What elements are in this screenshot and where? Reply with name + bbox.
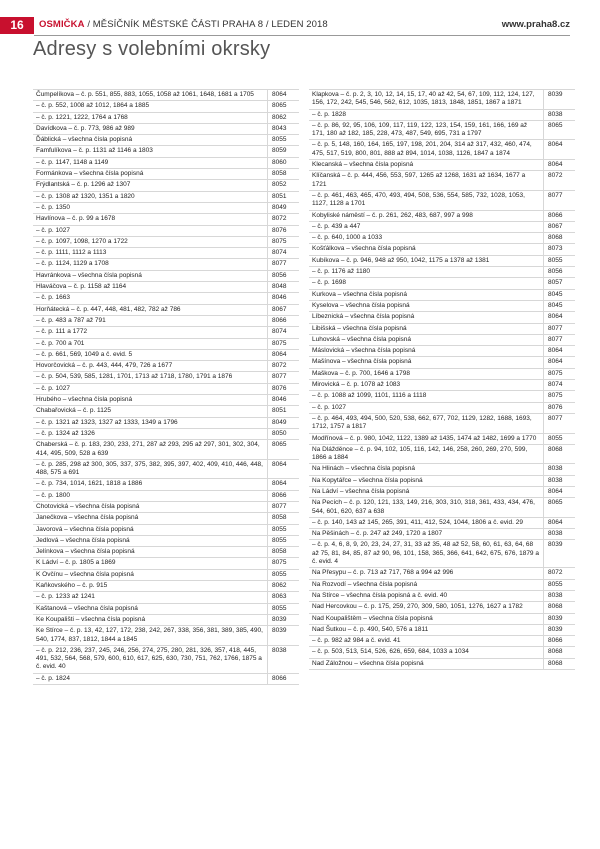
table-row <box>33 281 299 292</box>
table-row <box>309 334 575 345</box>
table-row <box>33 134 299 145</box>
table-row <box>33 459 299 479</box>
address-cell: Košťálkova – všechna čísla popisná <box>309 244 544 254</box>
address-cell: Kurkova – všechna čísla popisná <box>309 290 544 300</box>
address-cell: Janečkova – všechna čísla popisná <box>33 513 268 523</box>
table-row <box>33 360 299 371</box>
district-code-cell: 8055 <box>548 434 563 442</box>
district-code-cell: 8055 <box>272 536 287 544</box>
address-cell: Mašínova – všechna čísla popisná <box>309 357 544 367</box>
district-code-cell: 8068 <box>548 648 563 656</box>
table-row <box>33 145 299 156</box>
address-cell: – č. p. 503, 513, 514, 526, 626, 659, 684, 1033 a 1034 <box>309 647 544 657</box>
table-row <box>309 356 575 367</box>
district-code-cell: 8074 <box>548 381 563 389</box>
address-cell: Jelínkova – všechna čísla popisná <box>33 547 268 557</box>
district-code-cell: 8038 <box>548 110 563 118</box>
district-code-cell: 8055 <box>548 580 563 588</box>
district-code-cell: 8068 <box>548 659 563 667</box>
page-header <box>0 0 600 36</box>
district-code-cell: 8062 <box>272 582 287 590</box>
district-code-cell: 8039 <box>548 614 563 622</box>
table-row <box>309 277 575 288</box>
table-row <box>33 591 299 602</box>
district-code-cell: 8038 <box>272 646 287 654</box>
address-cell: Famfulíkova – č. p. 1131 až 1146 a 1803 <box>33 146 268 156</box>
address-cell: – č. p. 1147, 1148 a 1149 <box>33 158 268 168</box>
address-cell: – č. p. 1824 <box>33 674 268 684</box>
address-cell: – č. p. 1027 <box>33 226 268 236</box>
table-row <box>33 394 299 405</box>
district-code-cell: 8049 <box>272 203 287 211</box>
table-row <box>33 478 299 489</box>
table-row <box>33 191 299 202</box>
table-row <box>309 109 575 120</box>
table-row <box>33 439 299 459</box>
address-cell: – č. p. 1221, 1222, 1764 a 1768 <box>33 113 268 123</box>
address-cell: Maškova – č. p. 700, 1646 a 1798 <box>309 369 544 379</box>
address-cell: Na Pecích – č. p. 120, 121, 133, 149, 216, 303, 310, 318, 361, 433, 434, 476, 544, 601, 620, 637 a 638 <box>309 498 544 517</box>
table-row <box>309 624 575 635</box>
district-code-cell: 8066 <box>548 211 563 219</box>
address-cell: – č. p. 1324 až 1326 <box>33 429 268 439</box>
table-row <box>33 524 299 535</box>
table-row <box>33 557 299 568</box>
address-cell: – č. p. 982 až 984 a č. evid. 41 <box>309 636 544 646</box>
district-code-cell: 8039 <box>548 541 563 549</box>
address-cell: Hrubého – všechna čísla popisná <box>33 395 268 405</box>
address-cell: – č. p. 461, 463, 465, 470, 493, 494, 508, 536, 554, 585, 732, 1028, 1053, 1127, 1128 a 1701 <box>309 191 544 210</box>
table-row <box>33 89 299 100</box>
address-cell: – č. p. 504, 539, 585, 1281, 1701, 1713 až 1718, 1780, 1791 a 1876 <box>33 372 268 382</box>
district-code-cell: 8057 <box>548 279 563 287</box>
address-cell: Klíčanská – č. p. 444, 456, 553, 597, 1265 až 1268, 1631 až 1634, 1677 a 1721 <box>309 171 544 190</box>
district-code-cell: 8055 <box>272 525 287 533</box>
address-cell: Máslovická – všechna čísla popisná <box>309 346 544 356</box>
district-code-cell: 8075 <box>548 392 563 400</box>
table-row <box>309 444 575 464</box>
district-code-cell: 8072 <box>548 172 563 180</box>
table-row <box>33 315 299 326</box>
district-code-cell: 8064 <box>548 518 563 526</box>
table-row <box>33 603 299 614</box>
table-row <box>33 383 299 394</box>
table-row <box>33 614 299 625</box>
district-code-cell: 8064 <box>548 347 563 355</box>
address-cell: – č. p. 464, 493, 494, 500, 520, 538, 662, 677, 702, 1129, 1282, 1688, 1693, 1712, 1757 a 1817 <box>309 414 544 433</box>
table-row <box>33 247 299 258</box>
district-code-cell: 8038 <box>548 476 563 484</box>
address-cell: Na Pěšinách – č. p. 247 až 249, 1720 a 1807 <box>309 529 544 539</box>
district-code-cell: 8039 <box>272 615 287 623</box>
address-cell: – č. p. 4, 6, 8, 9, 20, 23, 24, 27, 31, 33 až 35, 48 až 52, 58, 60, 61, 63, 64, 68 až 75, 81, 84, 85, 87 až 90, 96, 101, 158, 365, 366, 641, 642, 675, 676, 1879 a č. evid. 4 <box>309 540 544 567</box>
district-code-cell: 8066 <box>548 637 563 645</box>
table-row <box>309 120 575 140</box>
table-row <box>309 89 575 109</box>
table-row <box>309 390 575 401</box>
table-row <box>33 349 299 360</box>
address-cell: – č. p. 1828 <box>309 110 544 120</box>
district-code-cell: 8066 <box>272 491 287 499</box>
district-code-cell: 8038 <box>548 591 563 599</box>
district-code-cell: 8064 <box>272 350 287 358</box>
district-code-cell: 8075 <box>548 369 563 377</box>
address-cell: – č. p. 439 a 447 <box>309 222 544 232</box>
table-row <box>33 213 299 224</box>
address-cell: – č. p. 734, 1014, 1621, 1818 a 1886 <box>33 479 268 489</box>
table-row <box>309 579 575 590</box>
address-cell: K Ládví – č. p. 1805 a 1869 <box>33 558 268 568</box>
district-code-cell: 8038 <box>548 465 563 473</box>
district-code-cell: 8060 <box>272 158 287 166</box>
address-cell: – č. p. 1088 až 1099, 1101, 1116 a 1118 <box>309 391 544 401</box>
table-row <box>33 428 299 439</box>
table-row <box>33 490 299 501</box>
table-row <box>309 139 575 159</box>
table-row <box>33 157 299 168</box>
table-row <box>33 270 299 281</box>
address-cell: Nad Koupalištěm – všechna čísla popisná <box>309 614 544 624</box>
table-row <box>33 535 299 546</box>
table-row <box>309 658 575 670</box>
district-code-cell: 8064 <box>272 91 287 98</box>
address-cell: Klapkova – č. p. 2, 3, 10, 12, 14, 15, 17, 40 až 42, 54, 67, 109, 112, 124, 127, 156, 172, 242, 545, 546, 562, 612, 1035, 1813, 1848, 1851, 1867 a 1871 <box>309 90 544 109</box>
address-cell: – č. p. 111 a 1772 <box>33 327 268 337</box>
district-code-cell: 8077 <box>272 260 287 268</box>
district-code-cell: 8058 <box>272 170 287 178</box>
district-code-cell: 8048 <box>272 283 287 291</box>
table-row <box>309 170 575 190</box>
district-code-cell: 8068 <box>548 603 563 611</box>
address-cell: Kobyliské náměstí – č. p. 261, 262, 483, 687, 997 a 998 <box>309 211 544 221</box>
district-code-cell: 8074 <box>272 249 287 257</box>
district-code-cell: 8055 <box>272 136 287 144</box>
district-code-cell: 8077 <box>548 414 563 422</box>
address-cell: – č. p. 1097, 1098, 1270 a 1722 <box>33 237 268 247</box>
district-code-cell: 8063 <box>272 593 287 601</box>
district-code-cell: 8049 <box>272 418 287 426</box>
district-code-cell: 8046 <box>272 294 287 302</box>
table-row <box>309 289 575 300</box>
table-row <box>309 497 575 517</box>
table-row <box>309 463 575 474</box>
address-cell: Jedlová – všechna čísla popisná <box>33 536 268 546</box>
district-code-cell: 8064 <box>272 480 287 488</box>
address-cell: – č. p. 1027 <box>309 403 544 413</box>
table-row <box>309 232 575 243</box>
district-code-cell: 8066 <box>272 316 287 324</box>
table-row <box>33 338 299 349</box>
address-cell: Na Rozvodí – všechna čísla popisná <box>309 580 544 590</box>
table-row <box>33 326 299 337</box>
district-code-cell: 8055 <box>272 570 287 578</box>
website-link[interactable]: www.praha8.cz <box>501 19 570 30</box>
address-cell: Ke Stírce – č. p. 13, 42, 127, 172, 238, 242, 267, 338, 356, 381, 389, 385, 490, 540, 1774, 837, 1812, 1844 a 1845 <box>33 626 268 645</box>
address-cell: – č. p. 1027 <box>33 384 268 394</box>
table-row <box>33 179 299 190</box>
magazine-brand: OSMIČKA <box>39 19 85 30</box>
address-cell: Na Dlážděnce – č. p. 94, 102, 105, 116, 142, 146, 258, 260, 269, 270, 599, 1866 a 1884 <box>309 445 544 464</box>
publication-line <box>39 19 328 30</box>
district-code-cell: 8075 <box>272 339 287 347</box>
address-cell: – č. p. 1111, 1112 a 1113 <box>33 248 268 258</box>
table-row <box>309 567 575 578</box>
table-row <box>309 210 575 221</box>
district-code-cell: 8072 <box>548 569 563 577</box>
table-row <box>33 112 299 123</box>
address-cell: Chabařovická – č. p. 1125 <box>33 406 268 416</box>
address-cell: Na Ládví – všechna čísla popisná <box>309 487 544 497</box>
district-code-cell: 8065 <box>272 102 287 110</box>
address-cell: Formánkova – všechna čísla popisná <box>33 169 268 179</box>
left-address-table <box>33 89 299 685</box>
district-code-cell: 8075 <box>272 559 287 567</box>
address-cell: Ke Koupališti – všechna čísla popisná <box>33 615 268 625</box>
address-cell: Nad Hercovkou – č. p. 175, 259, 270, 309, 580, 1051, 1276, 1627 a 1782 <box>309 602 544 612</box>
district-code-cell: 8055 <box>272 604 287 612</box>
address-cell: – č. p. 483 a 787 až 791 <box>33 316 268 326</box>
table-row <box>33 371 299 382</box>
address-cell: – č. p. 1176 až 1180 <box>309 267 544 277</box>
address-cell: Chaberská – č. p. 183, 230, 233, 271, 287 až 293, 295 až 297, 301, 302, 304, 414, 495, 509, 528 a 639 <box>33 440 268 459</box>
table-row <box>309 255 575 266</box>
table-row <box>33 304 299 315</box>
address-cell: Mirovická – č. p. 1078 až 1083 <box>309 380 544 390</box>
address-cell: – č. p. 86, 92, 95, 106, 109, 117, 119, 122, 123, 154, 159, 161, 166, 169 až 171, 180 až 182, 185, 228, 473, 487, 549, 695, 731 a 1797 <box>309 121 544 140</box>
district-code-cell: 8045 <box>548 301 563 309</box>
table-row <box>309 486 575 497</box>
district-code-cell: 8050 <box>272 429 287 437</box>
district-code-cell: 8038 <box>548 530 563 538</box>
district-code-cell: 8064 <box>272 460 287 468</box>
table-row <box>309 433 575 444</box>
table-row <box>309 311 575 322</box>
table-row <box>309 601 575 612</box>
table-row <box>33 546 299 557</box>
address-cell: Na Kopytářce – všechna čísla popisná <box>309 476 544 486</box>
district-code-cell: 8065 <box>548 499 563 507</box>
district-code-cell: 8056 <box>272 271 287 279</box>
address-cell: Javorová – všechna čísla popisná <box>33 525 268 535</box>
district-code-cell: 8068 <box>548 445 563 453</box>
table-row <box>33 225 299 236</box>
district-code-cell: 8039 <box>548 91 563 98</box>
address-cell: Nad Záložnou – všechna čísla popisná <box>309 659 544 669</box>
address-cell: Kaňkovského – č. p. 915 <box>33 581 268 591</box>
table-row <box>33 673 299 685</box>
address-cell: Na Stírce – všechna čísla popisná a č. evid. 40 <box>309 591 544 601</box>
district-code-cell: 8043 <box>272 124 287 132</box>
table-row <box>309 646 575 657</box>
district-code-cell: 8064 <box>548 487 563 495</box>
table-row <box>309 517 575 528</box>
address-cell: – č. p. 285, 298 až 300, 305, 337, 375, 382, 395, 397, 402, 409, 410, 446, 448, 488, 575 a 691 <box>33 460 268 479</box>
address-cell: – č. p. 1350 <box>33 203 268 213</box>
district-code-cell: 8077 <box>548 324 563 332</box>
page-number: 16 <box>0 17 34 34</box>
district-code-cell: 8065 <box>272 441 287 449</box>
address-cell: Hovorčovická – č. p. 443, 444, 479, 726 a 1677 <box>33 361 268 371</box>
district-code-cell: 8075 <box>272 237 287 245</box>
table-row <box>309 300 575 311</box>
address-cell: – č. p. 1800 <box>33 491 268 501</box>
district-code-cell: 8067 <box>272 305 287 313</box>
district-code-cell: 8067 <box>548 222 563 230</box>
address-cell: – č. p. 552, 1008 až 1012, 1864 a 1885 <box>33 101 268 111</box>
table-row <box>309 221 575 232</box>
header-divider <box>34 35 570 36</box>
district-code-cell: 8055 <box>548 256 563 264</box>
district-code-cell: 8077 <box>272 373 287 381</box>
table-row <box>33 100 299 111</box>
address-cell: – č. p. 700 a 701 <box>33 339 268 349</box>
table-row <box>33 405 299 416</box>
table-row <box>309 613 575 624</box>
table-row <box>33 512 299 523</box>
district-code-cell: 8072 <box>272 215 287 223</box>
address-cell: Nad Šutkou – č. p. 490, 540, 576 a 1811 <box>309 625 544 635</box>
district-code-cell: 8073 <box>548 245 563 253</box>
table-row <box>309 539 575 567</box>
address-cell: Frýdlantská – č. p. 1296 až 1307 <box>33 180 268 190</box>
table-row <box>33 258 299 269</box>
address-cell: Chotovická – všechna čísla popisná <box>33 502 268 512</box>
table-row <box>309 345 575 356</box>
district-code-cell: 8064 <box>548 313 563 321</box>
table-row <box>33 569 299 580</box>
table-row <box>33 501 299 512</box>
district-code-cell: 8072 <box>272 362 287 370</box>
table-row <box>309 413 575 433</box>
district-code-cell: 8045 <box>548 290 563 298</box>
address-cell: – č. p. 1308 až 1320, 1351 a 1820 <box>33 192 268 202</box>
district-code-cell: 8077 <box>272 502 287 510</box>
district-code-cell: 8068 <box>548 234 563 242</box>
address-cell: Modřínová – č. p. 980, 1042, 1122, 1389 až 1435, 1474 až 1482, 1699 a 1770 <box>309 434 544 444</box>
table-row <box>309 266 575 277</box>
district-code-cell: 8066 <box>272 674 287 682</box>
district-code-cell: 8077 <box>548 191 563 199</box>
table-row <box>33 580 299 591</box>
table-row <box>33 292 299 303</box>
address-cell: – č. p. 1124, 1129 a 1708 <box>33 259 268 269</box>
table-row <box>33 123 299 134</box>
address-cell: Líbeznická – všechna čísla popisná <box>309 312 544 322</box>
table-row <box>33 645 299 673</box>
district-code-cell: 8074 <box>272 328 287 336</box>
table-row <box>309 243 575 254</box>
table-row <box>309 590 575 601</box>
address-cell: Horňátecká – č. p. 447, 448, 481, 482, 782 až 786 <box>33 305 268 315</box>
district-code-cell: 8077 <box>548 335 563 343</box>
address-cell: – č. p. 640, 1000 a 1033 <box>309 233 544 243</box>
address-cell: Na Přesypu – č. p. 713 až 717, 768 a 994 až 996 <box>309 568 544 578</box>
district-code-cell: 8059 <box>272 147 287 155</box>
district-code-cell: 8058 <box>272 514 287 522</box>
address-cell: Luhovská – všechna čísla popisná <box>309 335 544 345</box>
district-code-cell: 8039 <box>548 625 563 633</box>
address-cell: Libišská – všechna čísla popisná <box>309 324 544 334</box>
district-code-cell: 8064 <box>548 141 563 149</box>
issue-info: / MĚSÍČNÍK MĚSTSKÉ ČÁSTI PRAHA 8 / LEDEN 2018 <box>87 19 328 30</box>
district-code-cell: 8076 <box>272 384 287 392</box>
table-row <box>309 159 575 170</box>
district-code-cell: 8046 <box>272 396 287 404</box>
address-cell: – č. p. 1321 až 1323, 1327 až 1333, 1349 a 1796 <box>33 418 268 428</box>
table-row <box>309 635 575 646</box>
address-cell: Kaštanová – všechna čísla popisná <box>33 604 268 614</box>
address-cell: Hlaváčova – č. p. 1158 až 1164 <box>33 282 268 292</box>
address-cell: – č. p. 5, 148, 160, 164, 165, 197, 198, 201, 204, 314 až 317, 432, 460, 474, 475, 517, 519, 800, 801, 888 až 894, 1014, 1038, 1126, 1847 a 1874 <box>309 140 544 159</box>
district-code-cell: 8064 <box>548 161 563 169</box>
address-cell: K Ovčínu – všechna čísla popisná <box>33 570 268 580</box>
page-title: Adresy s volebními okrsky <box>33 38 271 60</box>
table-row <box>33 168 299 179</box>
address-cell: Havránkova – všechna čísla popisná <box>33 271 268 281</box>
address-cell: – č. p. 1698 <box>309 278 544 288</box>
address-cell: – č. p. 1233 až 1241 <box>33 592 268 602</box>
address-cell: Davídkova – č. p. 773, 986 až 989 <box>33 124 268 134</box>
table-row <box>33 625 299 645</box>
address-cell: – č. p. 140, 143 až 145, 265, 391, 411, 412, 524, 1044, 1806 a č. evid. 29 <box>309 518 544 528</box>
district-code-cell: 8076 <box>272 226 287 234</box>
district-code-cell: 8039 <box>272 627 287 635</box>
address-cell: Klecanská – všechna čísla popisná <box>309 160 544 170</box>
address-cell: Kyselova – všechna čísla popisná <box>309 301 544 311</box>
table-row <box>33 236 299 247</box>
right-address-table <box>309 89 575 670</box>
address-cell: Na Hlinách – všechna čísla popisná <box>309 464 544 474</box>
district-code-cell: 8058 <box>272 548 287 556</box>
address-cell: – č. p. 661, 569, 1049 a č. evid. 5 <box>33 350 268 360</box>
address-cell: Havlínova – č. p. 99 a 1678 <box>33 214 268 224</box>
address-cell: Ďáblická – všechna čísla popisná <box>33 135 268 145</box>
address-cell: Čumpelíkova – č. p. 551, 855, 883, 1055, 1058 až 1061, 1648, 1681 a 1705 <box>33 90 268 100</box>
address-cell: – č. p. 212, 236, 237, 245, 246, 256, 274, 275, 280, 281, 326, 357, 418, 445, 491, 532, 564, 568, 579, 600, 610, 617, 625, 630, 730, 751, 762, 1766, 1875 a č. evid. 40 <box>33 646 268 673</box>
table-row <box>309 528 575 539</box>
table-row <box>309 379 575 390</box>
district-code-cell: 8076 <box>548 403 563 411</box>
table-row <box>309 475 575 486</box>
table-row <box>309 323 575 334</box>
table-row <box>309 368 575 379</box>
district-code-cell: 8064 <box>548 358 563 366</box>
district-code-cell: 8062 <box>272 113 287 121</box>
table-row <box>33 417 299 428</box>
district-code-cell: 8051 <box>272 192 287 200</box>
district-code-cell: 8065 <box>548 121 563 129</box>
district-code-cell: 8052 <box>272 181 287 189</box>
address-cell: Kubíkova – č. p. 946, 948 až 950, 1042, 1175 a 1378 až 1381 <box>309 256 544 266</box>
table-row <box>33 202 299 213</box>
district-code-cell: 8056 <box>548 268 563 276</box>
table-row <box>309 402 575 413</box>
district-code-cell: 8051 <box>272 407 287 415</box>
table-row <box>309 190 575 210</box>
address-cell: – č. p. 1663 <box>33 293 268 303</box>
